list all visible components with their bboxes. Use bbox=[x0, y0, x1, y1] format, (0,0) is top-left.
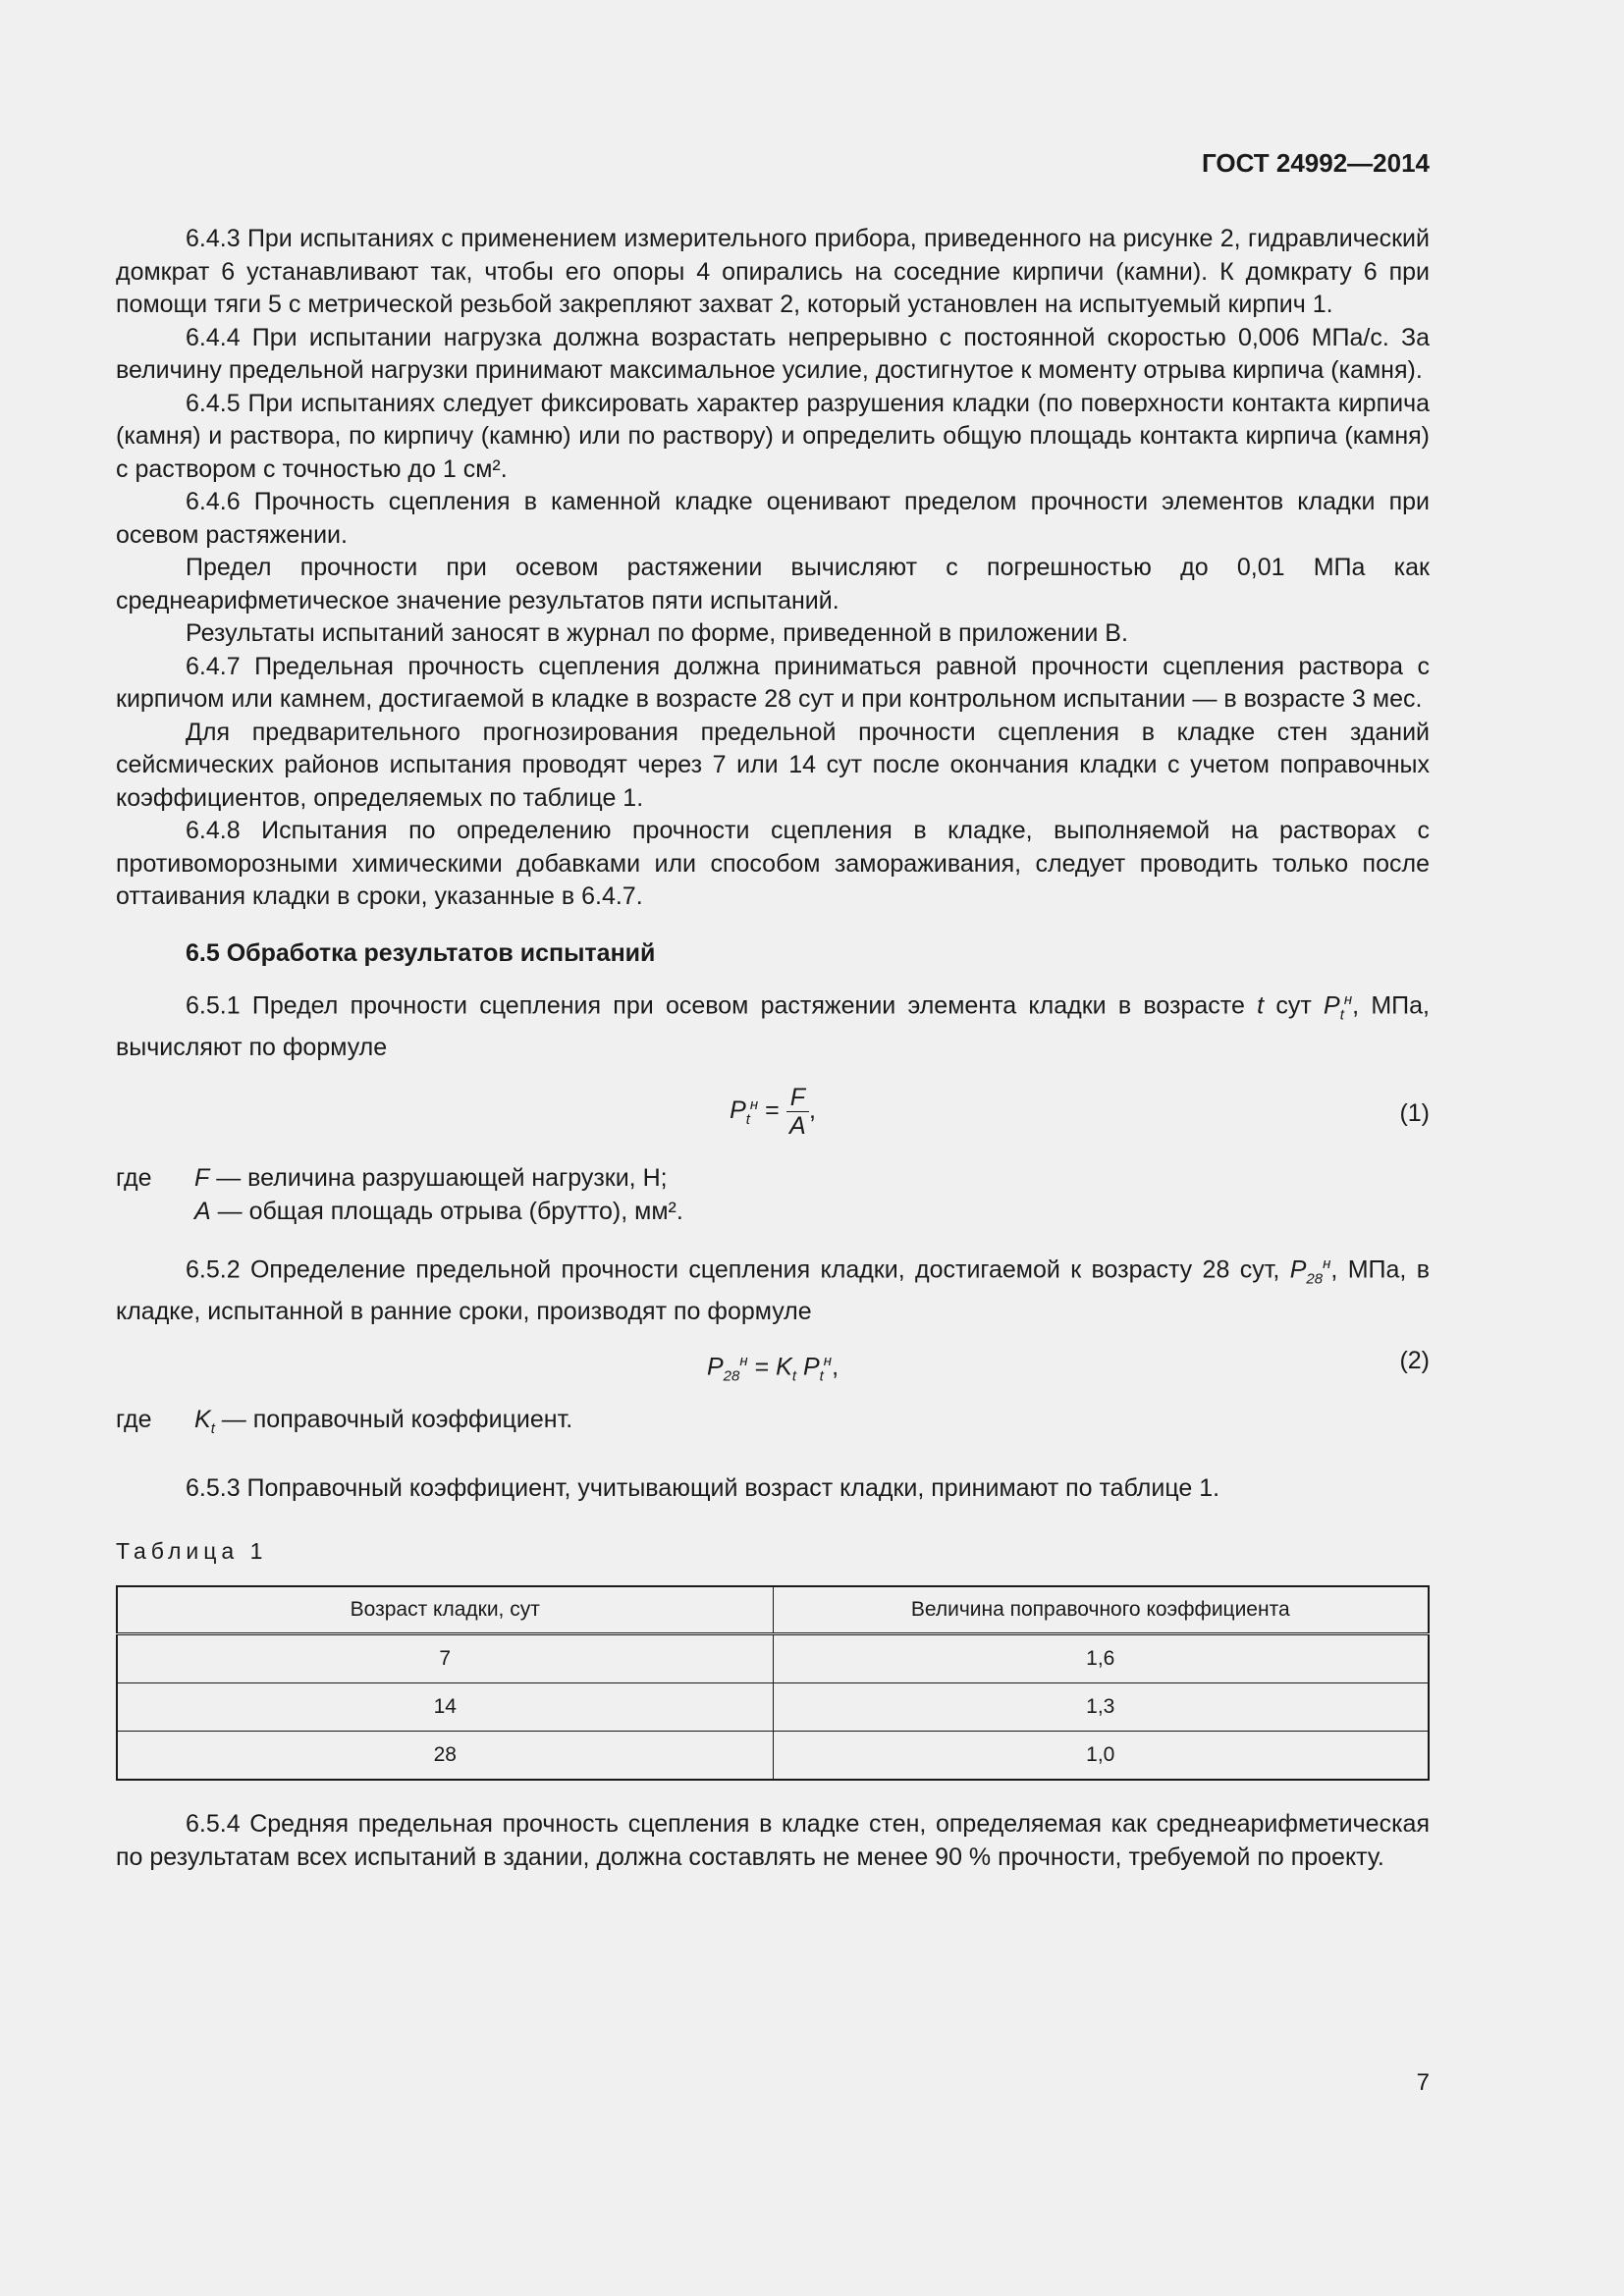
table-1 bbox=[116, 1585, 1430, 1781]
table-cell-coefficient: 1,6 bbox=[773, 1634, 1429, 1683]
paragraph-6-5-2: 6.5.2 Определение предельной прочности сцепления кладки, достигаемой к возрасту 28 сут, $P_{28}^н$, МПа, в кладке, испытанной в ранние сроки, производят по формуле bbox=[116, 1255, 1430, 1326]
paragraph-6-4-3: 6.4.3 При испытаниях с применением измерительного прибора, приведенного на рисунке 2, гидравлический домкрат 6 устанавливают так, чтобы его опоры 4 опирались на соседние кирпичи (камни). К домкрату 6 при помощи тяги 5 с метрической резьбой закрепляют захват 2, который установлен на испытуемый кирпич 1. bbox=[116, 225, 1430, 318]
paragraph-6-4-7: 6.4.7 Предельная прочность сцепления должна приниматься равной прочности сцепления раствора с кирпичом или камнем, достигаемой в кладке в возрасте 28 сут и при контрольном испытании — в возрасте 3 мес. bbox=[116, 652, 1430, 713]
paragraph-6-4-4: 6.4.4 При испытании нагрузка должна возрастать непрерывно с постоянной скоростью 0,006 МПа/с. За величину предельной нагрузки принимают максимальное усилие, достигнутое к моменту отрыва кирпича (камня). bbox=[116, 323, 1430, 384]
table-cell-age: 14 bbox=[117, 1683, 773, 1732]
page-number: 7 bbox=[1416, 2069, 1430, 2096]
table-row bbox=[117, 1683, 1429, 1732]
table-header-coefficient: Величина поправочного коэффициента bbox=[773, 1586, 1429, 1634]
paragraph-tensile-limit: Предел прочности при осевом растяжении вычисляют с погрешностью до 0,01 МПа как среднеарифметическое значение результатов пяти испытаний. bbox=[116, 554, 1430, 614]
where-1-line-2: A — общая площадь отрыва (брутто), мм². bbox=[194, 1197, 683, 1225]
table-header-age: Возраст кладки, сут bbox=[117, 1586, 773, 1634]
fraction: $\frac{F}{A}$ bbox=[786, 1084, 809, 1140]
paragraph-6-4-6: 6.4.6 Прочность сцепления в каменной кладке оценивают пределом прочности элементов кладки при осевом растяжении. bbox=[116, 488, 1430, 549]
formula-1-expression: $P_t^н$ = $\frac{F}{A}$ , bbox=[730, 1084, 816, 1141]
document-body bbox=[116, 223, 1430, 1874]
formula-2-expression: $P_{28}^н = K_t$ $P_t^н$, bbox=[706, 1352, 839, 1384]
table-1-title: Таблица 1 bbox=[116, 1537, 268, 1564]
formula-2-number: (2) bbox=[1399, 1346, 1430, 1374]
paragraph-6-5-4: 6.5.4 Средняя предельная прочность сцепления в кладке стен, определяемая как среднеарифметическая по результатам всех испытаний в здании, должна составлять не менее 90 % прочности, требуемой по проекту. bbox=[116, 1810, 1430, 1871]
paragraph-6-4-8: 6.4.8 Испытания по определению прочности сцепления в кладке, выполняемой на растворах с противоморозными химическими добавками или способом замораживания, следует проводить только после оттаивания кладки в сроки, указанные в 6.4.7. bbox=[116, 817, 1430, 910]
table-cell-age: 7 bbox=[117, 1634, 773, 1683]
paragraph-results-log: Результаты испытаний заносят в журнал по форме, приведенной в приложении В. bbox=[186, 619, 1128, 647]
paragraph-seismic: Для предварительного прогнозирования предельной прочности сцепления в кладке стен зданий сейсмических районов испытания проводят через 7 или 14 сут после окончания кладки с учетом поправочных коэффициентов, определяемых по таблице 1. bbox=[116, 718, 1430, 812]
document-id: ГОСТ 24992—2014 bbox=[1202, 148, 1430, 178]
table-cell-coefficient: 1,0 bbox=[773, 1732, 1429, 1781]
table-cell-coefficient: 1,3 bbox=[773, 1683, 1429, 1732]
formula-1 bbox=[116, 1084, 1430, 1152]
where-1-line-1: где F — величина разрушающей нагрузки, Н; bbox=[116, 1164, 668, 1193]
table-row bbox=[117, 1732, 1429, 1781]
table-cell-age: 28 bbox=[117, 1732, 773, 1781]
table-row bbox=[117, 1634, 1429, 1683]
paragraph-6-4-5: 6.4.5 При испытаниях следует фиксировать характер разрушения кладки (по поверхности контакта кирпича (камня) и раствора, по кирпичу (камню) или по раствору) и определить общую площадь контакта кирпича (камня) с раствором с точностью до 1 см². bbox=[116, 389, 1430, 483]
paragraph-6-5-3: 6.5.3 Поправочный коэффициент, учитывающий возраст кладки, принимают по таблице 1. bbox=[186, 1474, 1220, 1503]
formula-1-number: (1) bbox=[1399, 1099, 1430, 1128]
where-2-line: где $K_t$ — поправочный коэффициент. bbox=[116, 1405, 573, 1437]
paragraph-6-5-1: 6.5.1 Предел прочности сцепления при осевом растяжении элемента кладки в возрасте t сут $P_t^н$, МПа, вычисляют по формуле bbox=[116, 991, 1430, 1061]
section-heading-6-5: 6.5 Обработка результатов испытаний bbox=[186, 938, 656, 967]
formula-2 bbox=[116, 1339, 1430, 1394]
